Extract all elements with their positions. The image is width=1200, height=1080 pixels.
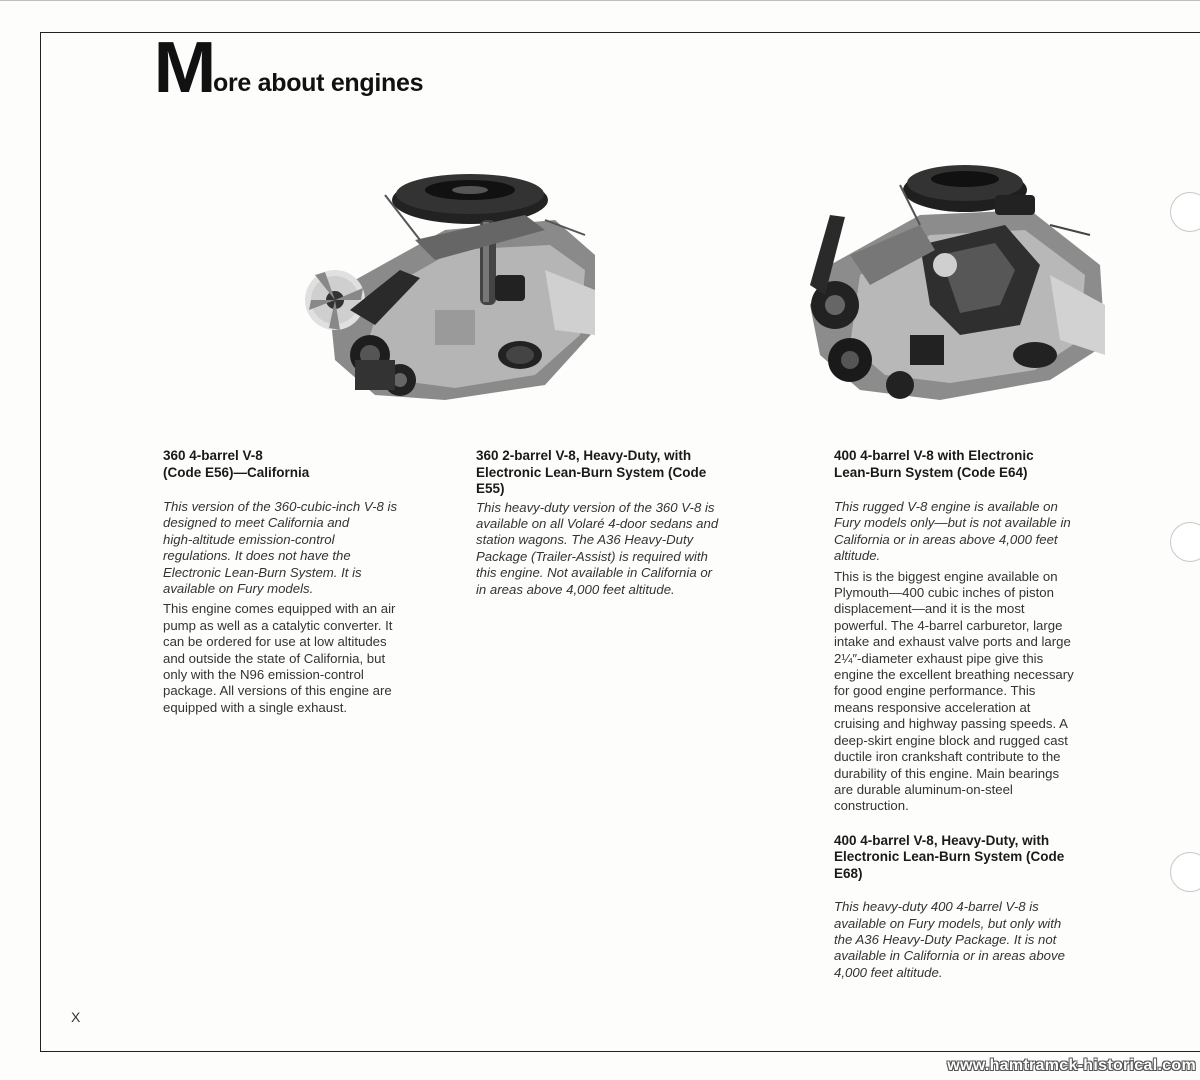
body-line: powerful. The 4-barrel carburetor, large: [834, 617, 1063, 633]
engine-section-e55: [476, 448, 758, 598]
section-body: [163, 601, 445, 716]
body-line: for good engine performance. This: [834, 683, 1036, 699]
intro-line: California or in areas above 4,000 feet: [834, 531, 1058, 547]
engine-section-e64: [834, 448, 1116, 981]
body-line: intake and exhaust valve ports and large: [834, 634, 1071, 650]
body-line: cruising and highway passing speeds. A: [834, 716, 1068, 732]
section-heading: [163, 448, 445, 481]
heading-line: (Code E56)—California: [163, 464, 310, 480]
body-line: displacement—and it is the most: [834, 601, 1025, 617]
intro-line: available on all Volaré 4-door sedans and: [476, 515, 719, 531]
intro-line: available in California or in areas above: [834, 948, 1065, 964]
intro-line: This rugged V-8 engine is available on: [834, 499, 1058, 514]
intro-line: high-altitude emission-control: [163, 531, 335, 547]
page-number: X: [71, 1009, 81, 1025]
heading-line: 400 4-barrel V-8, Heavy-Duty, with: [834, 832, 1050, 848]
section-intro-e68: [834, 899, 1116, 981]
heading-line: 360 4-barrel V-8: [163, 448, 263, 463]
intro-line: station wagons. The A36 Heavy-Duty: [476, 532, 694, 548]
body-line: pump as well as a catalytic converter. It: [163, 617, 393, 633]
section-intro: [834, 499, 1116, 565]
section-intro: [163, 499, 445, 597]
body-line: This engine comes equipped with an air: [163, 601, 396, 617]
body-line: This is the biggest engine available on: [834, 568, 1058, 584]
intro-line: This heavy-duty version of the 360 V-8 is: [476, 499, 715, 515]
body-line: means responsive acceleration at: [834, 699, 1031, 715]
intro-line: This heavy-duty 400 4-barrel V-8 is: [834, 899, 1039, 915]
engine-photo-400: [790, 155, 1110, 410]
body-line: 2¼″-diameter exhaust pipe give this: [834, 650, 1044, 666]
section-heading: [476, 448, 758, 498]
page-title: [153, 28, 424, 108]
intro-line: Fury models only—but is not available in: [834, 515, 1071, 531]
title-initial: M: [153, 28, 215, 108]
body-line: package. All versions of this engine are: [163, 683, 392, 699]
intro-line: designed to meet California and: [163, 515, 350, 531]
watermark: www.hamtramck-historical.com: [947, 1057, 1196, 1074]
heading-line: Lean-Burn System (Code E64): [834, 464, 1028, 480]
body-line: are durable aluminum-on-steel: [834, 781, 1013, 797]
body-line: Plymouth—400 cubic inches of piston: [834, 585, 1054, 601]
intro-line: regulations. It does not have the: [163, 548, 351, 564]
intro-line: this engine. Not available in California or: [476, 565, 713, 581]
intro-line: Package (Trailer-Assist) is required with: [476, 548, 708, 564]
body-line: only with the N96 emission-control: [163, 667, 364, 683]
section-heading-e68: [834, 833, 1116, 883]
engine-section-e56: [163, 448, 445, 716]
body-line: ductile iron crankshaft contribute to the: [834, 749, 1061, 765]
body-line: engine the excellent breathing necessary: [834, 667, 1074, 683]
intro-line: available on Fury models, but only with: [834, 915, 1062, 931]
intro-line: altitude.: [834, 548, 881, 564]
body-line: deep-skirt engine block and rugged cast: [834, 732, 1068, 748]
body-line: equipped with a single exhaust.: [163, 699, 348, 715]
heading-line: E55): [476, 481, 505, 496]
heading-line: 360 2-barrel V-8, Heavy-Duty, with: [476, 448, 692, 463]
intro-line: available on Fury models.: [163, 581, 314, 597]
intro-line: the A36 Heavy-Duty Package. It is not: [834, 932, 1057, 948]
body-line: can be ordered for use at low altitudes: [163, 634, 387, 650]
section-body: [834, 569, 1116, 815]
intro-line: Electronic Lean-Burn System. It is: [163, 564, 362, 580]
body-line: and outside the state of California, but: [163, 650, 386, 666]
section-heading: [834, 448, 1116, 481]
intro-line: This version of the 360-cubic-inch V-8 is: [163, 499, 398, 514]
heading-line: E68): [834, 865, 863, 881]
heading-line: Electronic Lean-Burn System (Code: [476, 464, 707, 480]
body-line: durability of this engine. Main bearings: [834, 765, 1060, 781]
title-text: ore about engines: [212, 69, 424, 97]
engine-photo-360: [295, 160, 615, 410]
intro-line: 4,000 feet altitude.: [834, 964, 943, 980]
body-line: construction.: [834, 798, 909, 814]
intro-line: in areas above 4,000 feet altitude.: [476, 581, 675, 597]
heading-line: 400 4-barrel V-8 with Electronic: [834, 448, 1034, 463]
top-rule: [0, 0, 1200, 5]
section-intro: [476, 500, 758, 598]
heading-line: Electronic Lean-Burn System (Code: [834, 849, 1065, 865]
